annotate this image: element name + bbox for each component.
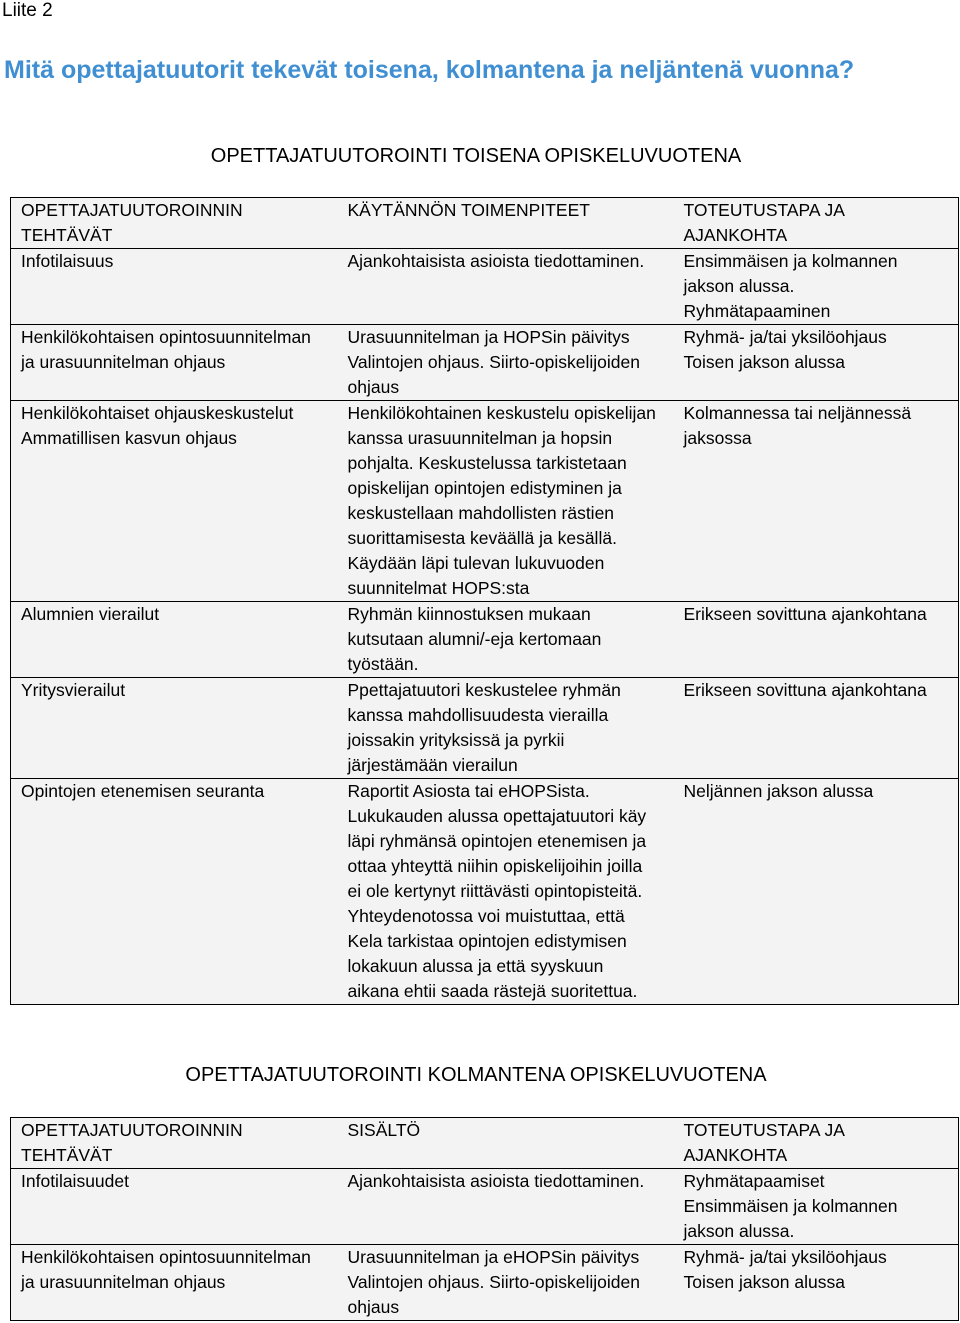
task-cell: Opintojen etenemisen seuranta [11, 779, 338, 1005]
actions-cell: Ajankohtaisista asioista tiedottaminen. [338, 249, 674, 325]
timing-cell: Ryhmä- ja/tai yksilöohjaus Toisen jakson alussa [674, 1245, 959, 1321]
table-row [11, 602, 959, 678]
task-cell: Henkilökohtaiset ohjauskeskustelut Ammatillisen kasvun ohjaus [11, 401, 338, 602]
table-header-row [11, 198, 959, 249]
content-cell: Urasuunnitelman ja eHOPSin päivitys Valintojen ohjaus. Siirto-opiskelijoiden ohjaus [338, 1245, 674, 1321]
timing-cell: Ryhmä- ja/tai yksilöohjaus Toisen jakson alussa [674, 325, 959, 401]
header-cell: TOTEUTUSTAPA JA AJANKOHTA [674, 1118, 959, 1169]
timing-cell: Neljännen jakson alussa [674, 779, 959, 1005]
table-header-row [11, 1118, 959, 1169]
table-row [11, 401, 959, 602]
header-cell: OPETTAJATUUTOROINNIN TEHTÄVÄT [11, 1118, 338, 1169]
table1-title: OPETTAJATUUTOROINTI TOISENA OPISKELUVUOTENA [210, 145, 742, 167]
second-year-table [10, 197, 959, 1005]
appendix-label: Liite 2 [2, 0, 53, 21]
actions-cell: Raportit Asiosta tai eHOPSista. Lukukauden alussa opettajatuutori käy läpi ryhmänsä opintojen etenemisen ja ottaa yhteyttä niihin opiskelijoihin joilla ei ole kertynyt riittävästi opintopisteitä. Yhteydenotossa voi muistuttaa, että Kela tarkistaa opintojen edistymisen lokakuun alussa ja että syyskuun aikana ehtii saada rästejä suoritettua. [338, 779, 674, 1005]
header-cell: OPETTAJATUUTOROINNIN TEHTÄVÄT [11, 198, 338, 249]
actions-cell: Urasuunnitelman ja HOPSin päivitys Valintojen ohjaus. Siirto-opiskelijoiden ohjaus [338, 325, 674, 401]
table-row [11, 1245, 959, 1321]
table-row [11, 779, 959, 1005]
table-row [11, 1169, 959, 1245]
table-row [11, 325, 959, 401]
actions-cell: Ppettajatuutori keskustelee ryhmän kanssa mahdollisuudesta vierailla joissakin yrityksissä ja pyrkii järjestämään vierailun [338, 678, 674, 779]
header-cell: KÄYTÄNNÖN TOIMENPITEET [338, 198, 674, 249]
timing-cell: Erikseen sovittuna ajankohtana [674, 602, 959, 678]
table-row [11, 678, 959, 779]
actions-cell: Henkilökohtainen keskustelu opiskelijan kanssa urasuunnitelman ja hopsin pohjalta. Keskustelussa tarkistetaan opiskelijan opintojen edistyminen ja keskustellaan mahdollisten rästien suorittamisesta keväällä ja kesällä. Käydään läpi tulevan lukuvuoden suunnitelmat HOPS:sta [338, 401, 674, 602]
timing-cell: Erikseen sovittuna ajankohtana [674, 678, 959, 779]
task-cell: Yritysvierailut [11, 678, 338, 779]
header-cell: TOTEUTUSTAPA JA AJANKOHTA [674, 198, 959, 249]
header-cell: SISÄLTÖ [338, 1118, 674, 1169]
timing-cell: Ensimmäisen ja kolmannen jakson alussa. Ryhmätapaaminen [674, 249, 959, 325]
timing-cell: Kolmannessa tai neljännessä jaksossa [674, 401, 959, 602]
third-year-table [10, 1117, 959, 1321]
actions-cell: Ryhmän kiinnostuksen mukaan kutsutaan alumni/-eja kertomaan työstään. [338, 602, 674, 678]
content-cell: Ajankohtaisista asioista tiedottaminen. [338, 1169, 674, 1245]
table-row [11, 249, 959, 325]
task-cell: Henkilökohtaisen opintosuunnitelman ja urasuunnitelman ohjaus [11, 1245, 338, 1321]
page-title: Mitä opettajatuutorit tekevät toisena, kolmantena ja neljäntenä vuonna? [4, 56, 855, 84]
task-cell: Infotilaisuus [11, 249, 338, 325]
table2-title: OPETTAJATUUTOROINTI KOLMANTENA OPISKELUVUOTENA [185, 1064, 767, 1086]
task-cell: Infotilaisuudet [11, 1169, 338, 1245]
task-cell: Alumnien vierailut [11, 602, 338, 678]
task-cell: Henkilökohtaisen opintosuunnitelman ja urasuunnitelman ohjaus [11, 325, 338, 401]
timing-cell: Ryhmätapaamiset Ensimmäisen ja kolmannen jakson alussa. [674, 1169, 959, 1245]
